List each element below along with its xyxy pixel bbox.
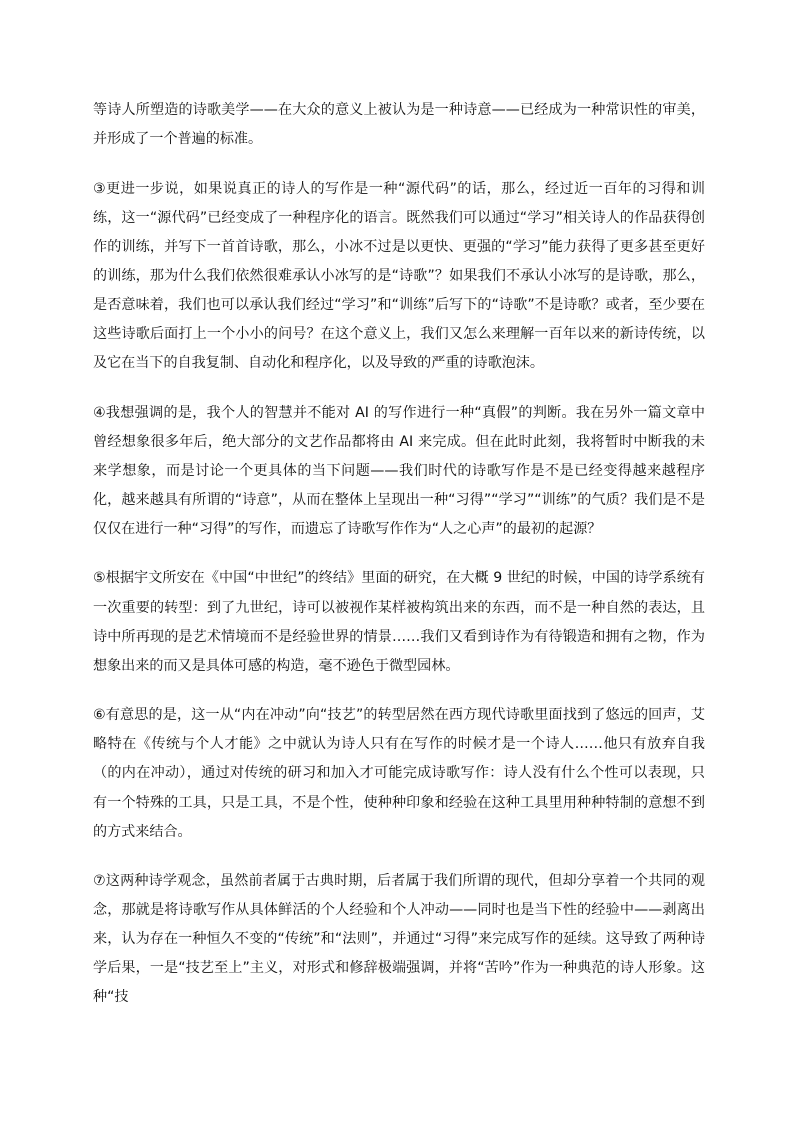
paragraph-continued: 等诗人所塑造的诗歌美学——在大众的意义上被认为是一种诗意——已经成为一种常识性的审美，并形成了一个普遍的标准。 xyxy=(93,102,705,148)
paragraph-7: ⑦这两种诗学观念，虽然前者属于古典时期，后者属于我们所谓的现代，但却分享着一个共同的观念，那就是将诗歌写作从具体鲜活的个人经验和个人冲动——同时也是当下性的经验中——剥离出来，认为存在一种恒久不变的“传统”和“法则”，并通过“习得”来完成写作的延续。这导致了两种诗学后果，一是“技艺至上”主义，对形式和修辞极端强调，并将“苦吟”作为一种典范的诗人形象。这种“技 xyxy=(93,873,705,1006)
paragraph-3: ③更进一步说，如果说真正的诗人的写作是一种“源代码”的话，那么，经过近一百年的习得和训练，这一“源代码”已经变成了一种程序化的语言。既然我们可以通过“学习”相关诗人的作品获得创作的训练，并写下一首首诗歌，那么，小冰不过是以更快、更强的“学习”能力获得了更多甚至更好的训练，那为什么我们依然很难承认小冰写的是“诗歌”？如果我们不承认小冰写的是诗歌，那么，是否意味着，我们也可以承认我们经过“学习”和“训练”后写下的“诗歌”不是诗歌？或者，至少要在这些诗歌后面打上一个小小的问号？在这个意义上，我们又怎么来理解一百年以来的新诗传统，以及它在当下的自我复制、自动化和程序化，以及导致的严重的诗歌泡沫。 xyxy=(93,180,705,372)
paragraph-4: ④我想强调的是，我个人的智慧并不能对 AI 的写作进行一种“真假”的判断。我在另外一篇文章中曾经想象很多年后，绝大部分的文艺作品都将由 AI 来完成。但在此时此刻，我将暂时中断我的未来学想象，而是讨论一个更具体的当下问题——我们时代的诗歌写作是不是已经变得越来越程序化，越来越具有所谓的“诗意”，从而在整体上呈现出一种“习得”“学习”“训练”的气质？我们是不是仅仅在进行一种“习得”的写作，而遗忘了诗歌写作作为“人之心声”的最初的起源？ xyxy=(93,404,705,537)
document-body xyxy=(93,96,705,1013)
paragraph-5: ⑤根据宇文所安在《中国“中世纪”的终结》里面的研究，在大概 9 世纪的时候，中国的诗学系统有一次重要的转型：到了九世纪，诗可以被视作某样被构筑出来的东西，而不是一种自然的表达，且诗中所再现的是艺术情境而不是经验世界的情景……我们又看到诗作为有待锻造和拥有之物，作为想象出来的而又是具体可感的构造，毫不逊色于微型园林。 xyxy=(93,570,705,674)
paragraph-6: ⑥有意思的是，这一从“内在冲动”向“技艺”的转型居然在西方现代诗歌里面找到了悠远的回声，艾略特在《传统与个人才能》之中就认为诗人只有在写作的时候才是一个诗人……他只有放弃自我（的内在冲动），通过对传统的研习和加入才可能完成诗歌写作：诗人没有什么个性可以表现，只有一个特殊的工具，只是工具，不是个性，使种种印象和经验在这种工具里用种种特制的意想不到的方式来结合。 xyxy=(93,707,705,840)
